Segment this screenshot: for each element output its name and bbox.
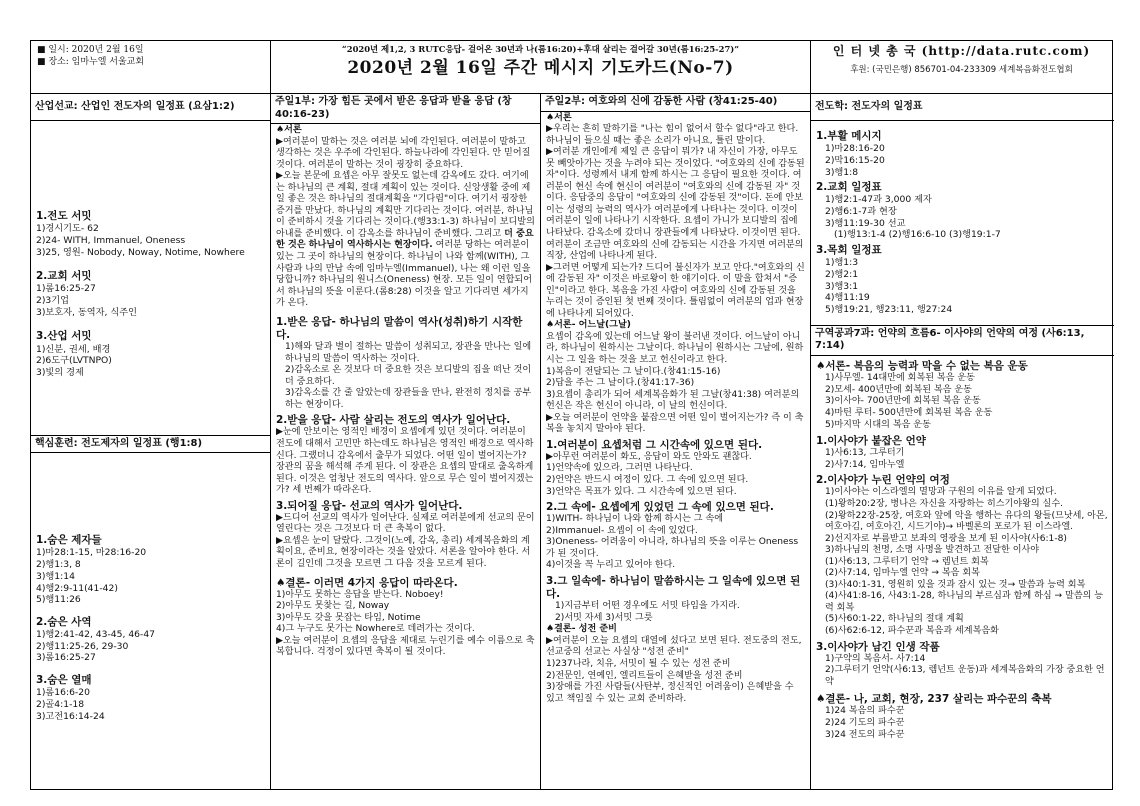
list-item: 1)아무도 못하는 응답을 받는다. Noboey!: [276, 589, 444, 600]
section-heading: 2.숨은 사역: [36, 615, 92, 628]
list-item: ▶요셉은 눈이 달랐다. 그것이(노예, 감옥, 총리) 세계복음화의 계획이요, 준비요, 현장이라는 것을 알았다. 서론을 알아야 한다. 서론이 길인데 그것을 모르면 그 다음 것을 모르게 된다.: [276, 535, 531, 569]
list: [36, 223, 265, 258]
section-heading: 1.숨은 제자들: [36, 534, 102, 547]
list: [276, 590, 535, 659]
list-item: ▶오늘 여러분이 요셉의 응답을 제대로 누린기를 예수 이름으로 축복합니다. 걱정이 있다면 축복이 될 것이다.: [276, 635, 535, 658]
conclusion-heading: ♠결론- 나, 교회, 현장, 237 살리는 파수꾼의 축복: [816, 693, 1052, 706]
intro-heading: ♠서론: [546, 112, 572, 123]
list-item: ▶오늘 여러분이 언약을 붙잡으면 어떤 일이 벌어지는가? 즉 이 축복을 놓치지 말아야 된다.: [546, 412, 804, 435]
list: [816, 257, 1109, 315]
list-item: 1)이사야는 이스라엘의 멸망과 구원의 이유를 알게 되었다.: [825, 487, 1057, 498]
list-item: 3)요셉이 총리가 되어 세계복음화가 된 그날(창41:38) 여러분의 헌신은 작은 헌신이 아니라, 이 날의 헌신이다.: [546, 389, 800, 412]
list-item: 1)구약의 복음서- 사7:14: [825, 653, 926, 664]
list-item: (5)사60:1-22, 하나님의 절대 계획: [825, 614, 964, 625]
list-item: 3)25, 영원- Nobody, Noway, Notime, Nowhere: [36, 246, 245, 258]
list-item: ▶그러면 어떻게 되는가? 드디어 불신자가 보고 안다."여호와의 신에 감동된 자" 이것은 바로왕이 한 얘기이다. 이 말을 합쳐서 "증인"이라고 한다. 복음을 가진 사람이 여호와의 신에 감동된 것을 누리는 것이 증인된 첫 번째 것이다. 틀림없이 여러분의 업과 현장에 나타나게 되어있다.: [546, 262, 805, 319]
list-item: 1)마28:16-20: [825, 143, 885, 155]
list-item: 2)모세- 400년만에 회복된 복음 운동: [825, 384, 972, 395]
column-sunday-first: [271, 94, 541, 789]
list-item: 3)고전16:14-24: [36, 710, 105, 722]
list-item: ▶드디어 선교의 역사가 일어난다. 실제로 여러분에게 선교의 문이 열린다는 것은 그것보다 더 큰 축복이 없다.: [276, 512, 535, 535]
paragraph: ▶여러분이 말하는 것은 여러분 뇌에 각인된다. 여러분이 말하고 생각하는 것은 우주에 각인된다. 하늘나라에 각인된다. 안 믿어질 것이다. 여러분이 말하는 것이 굉장히 중요하다.: [276, 136, 531, 170]
conclusion-heading: ♠결론- 이러면 4가지 응답이 따라온다.: [276, 576, 458, 589]
list-item: 1)사무엘- 14대만에 회복된 복음 운동: [825, 373, 975, 384]
section-heading: 3.숨은 열매: [36, 674, 92, 687]
section-heading: 3.그 일속에- 하나님이 말씀하시는 그 일속에 있으면 된다.: [546, 574, 801, 601]
list-item: 2)행11:25-26, 29-30: [36, 640, 129, 652]
prayer-card: [30, 40, 1113, 790]
cell-lesson-title: 구역공과7과: 언약의 흐름6- 이사야의 언약의 여정 (사6:13, 7:14): [811, 325, 1114, 357]
section-heading: 1.부활 메시지: [816, 130, 882, 142]
list-item: 3)아무도 갖을 못잡는 타임, Notime: [276, 612, 421, 623]
list-item: ▶여러분 개인에게 제일 큰 응답이 뭐가? 내 자신이 가장, 아무도 못 빼앗아가는 것을 누려야 되는 것이었다. "여호와의 신에 감동된 자"이다. 성령께서 내게 함께 하시는 그 응답이 필요한 것이다. 여러분이 현신 속에 현신이 여러분이 "여호와의 신에 감동된 자" 것이다. 응답중의 응답이 "여호와의 신에 감동된 것"이다. 돈에 안보이는 성령의 능력의 역사가 여러분에게 나타나는 것이다. 이것이 여러분이 일에 나타나기 시작한다. 요셉이 가니가 보디발의 집에 나타났다. 감옥소에 갔더니 장관들에게 나타났다. 이것이면 된다. 여러분이 조금만 여호와의 신에 감동되는 시간을 가지면 여러분의 직장, 산업에 나타나게 된다.: [546, 147, 805, 262]
list-item: 4)행11:19: [825, 292, 870, 304]
list-item: 2)선지자로 부름받고 보좌의 영광을 보게 된 이사야(사6:1-8): [825, 533, 1067, 544]
list-item: ▶아무런 여러분이 화도, 응답이 와도 안와도 괜찮다.: [546, 451, 752, 462]
list: [546, 452, 805, 498]
list: [816, 373, 1109, 431]
list-item: 2)골4:1-18: [36, 698, 85, 710]
list-item: 1)복음이 전달되는 그 날이다.(창41:15-16): [546, 366, 721, 377]
column-title: 주일1부: 가장 힘든 곳에서 받은 응답과 받을 응답 (창40:16-23): [271, 94, 540, 124]
list: [36, 547, 265, 605]
list-item: 3)행3:1: [825, 280, 859, 292]
list-item: 4)행2:9-11(41-42): [36, 582, 118, 594]
section-heading: 3.되어질 응답- 선교의 역사가 일어난다.: [276, 499, 463, 512]
place-line: ■ 장소: 임마누엘 서울교회: [37, 57, 145, 68]
list-item: 1)언약속에 있으라, 그러면 나타난다.: [546, 463, 693, 474]
section-heading: 2.받을 응답- 사람 살리는 전도의 역사가 일어난다.: [276, 414, 511, 427]
section-heading: 3.이사야가 남긴 인생 작품: [816, 640, 940, 653]
list-item: (2)사7:14, 임마누엘 언약 → 복음 회복: [825, 568, 980, 579]
list: [546, 636, 805, 705]
list: [816, 487, 1109, 637]
column-sunday-second: [541, 94, 811, 789]
list-item: 3)감옥소를 간 줄 알았는데 장관들을 만나, 완전히 정치를 공부하는 현장이다.: [285, 388, 532, 410]
list-item: 2)언약은 반드시 여정이 있다. 그 속에 있으면 된다.: [546, 475, 749, 486]
list: [36, 629, 265, 664]
list-item: 5)행19:21, 행23:11, 행27:24: [825, 303, 953, 315]
list-item: 4)마틴 루터- 500년만에 회복된 복음 운동: [825, 407, 993, 418]
list-item: 2)감옥소로 온 것보다 더 중요한 것은 보디발의 집을 떠난 것이 더 중요하다.: [285, 365, 532, 387]
list: [276, 342, 535, 411]
column-title: 산업선교: 산업인 전도자의 일정표 (요삼1:2): [31, 94, 270, 121]
list-item: 1)경시기도- 62: [36, 223, 99, 235]
conclusion-heading: ♠결론- 성전 준비: [546, 624, 617, 635]
list-item: 2)사7:14, 임마누엘: [825, 459, 905, 470]
section-heading: 3.산업 서밋: [36, 330, 92, 343]
column-evangelism: [811, 94, 1114, 789]
site-line: 인 터 넷 총 국 (http://data.rutc.com): [832, 44, 1091, 58]
list-item: 3)24 전도의 파수꾼: [825, 729, 905, 740]
list-item: (1)행13:1-4 (2)행16:6-10 (3)행19:1-7: [834, 229, 1001, 241]
list-item: 3)행1:14: [36, 570, 75, 582]
list-item: 1)사6:13, 그루터기: [825, 448, 905, 459]
list-item: 2)6도구(LVTNPO): [36, 355, 112, 367]
list-item: 1)지금부터 어떤 경우에도 서밋 타임을 가지라.: [555, 601, 740, 612]
list-item: ▶우리는 흔히 말하기를 "나는 힘이 없어서 할수 없다"라고 한다. 하나님이 들으실 때는 좋은 소리가 아니요, 틀린 말이다.: [546, 124, 799, 146]
list: [816, 654, 1109, 689]
list-item: 4)그 누구도 못가는 Nowhere로 데려가는 것이다.: [276, 624, 475, 635]
list-item: 1)마28:1-15, 마28:16-20: [36, 547, 147, 559]
list-item: 3)행11:19-30 선교: [825, 217, 906, 229]
list-item: (1)왕하20:2장, 병나은 자신을 자랑하는 히스기야왕의 실수.: [825, 498, 1064, 509]
header: [31, 41, 1112, 94]
section-heading: 2.교회 서밋: [36, 270, 92, 283]
list-item: 3)하나님의 천명, 소명 사명을 발견하고 전달한 이사야: [825, 545, 1040, 556]
list-item: 2)Immanuel- 요셉이 이 속에 있었다.: [546, 525, 698, 536]
list-item: ▶여러분이 오늘 요셉의 대열에 섰다고 보면 된다. 전도중의 전도, 선교중의 선교는 사실상 "성전 준비": [546, 635, 802, 658]
list-item: (2)왕하22장-25장, 여호와 앞에 악을 행하는 유다의 왕들(므낫세, 아몬, 여호아김, 여호아긴, 시드기야)→ 바벨론의 포로가 된 이스라엘.: [825, 510, 1108, 533]
list-item: 3)언약은 목표가 있다. 그 시간속에 있으면 된다.: [546, 486, 737, 497]
list-item: 3)보호자, 동역자, 식주인: [36, 306, 137, 318]
list: [546, 601, 805, 624]
intro-heading: ♠서론: [276, 125, 302, 135]
column-title: 전도학: 전도자의 일정표: [811, 94, 1114, 121]
list-item: 2)행1:3, 8: [36, 559, 81, 571]
section-heading: 2.그 속에- 요셉에게 있었던 그 속에 있으면 된다.: [546, 501, 774, 514]
list: [546, 124, 805, 320]
list-item: 2)막16:15-20: [825, 154, 885, 166]
list: [816, 143, 1109, 178]
list-item: ▶눈에 안보이는 영적인 배경이 요셉에게 있던 것이다. 여러분이 전도에 대해서 고민만 하는데도 하나님은 영적인 배경으로 역사하신다. 그랬더니 감옥에서 출무가 되었다. 어떤 일이 벌어지는가? 장관의 꿈을 해석해 주게 된다. 이 장관은 요셉의 말대로 출옥하게 된다. 이것은 엄청난 전도의 역사다. 앞으로 무슨 일이 벌어지겠는가? 세 번째가 따라온다.: [276, 427, 534, 496]
list-item: 2)전문인, 연예인, 엘리트들이 은혜받을 성전 준비: [546, 670, 743, 681]
section-heading: 1.이사야가 붙잡은 언약: [816, 435, 926, 448]
list-item: 1)WITH- 하나님이 나와 함께 하시는 그 속에: [546, 514, 724, 525]
list-item: 5)마지막 시대의 복음 운동: [825, 419, 931, 430]
header-left: [31, 41, 271, 93]
list-item: 4)이것을 꼭 누리고 있어야 한다.: [546, 560, 676, 571]
list-item: 1)신분, 권세, 배경: [36, 343, 111, 355]
list: [816, 706, 1109, 741]
list-item: 5)행11:26: [36, 594, 81, 606]
section-heading: 1.받은 응답- 하나님의 말씀이 역사(성취)하기 시작한다.: [276, 315, 523, 341]
list-item: 1)237나라, 치유, 서밋이 될 수 있는 성전 준비: [546, 658, 731, 669]
list-item: 3)빛의 경제: [36, 366, 84, 378]
list: [36, 687, 265, 722]
list-item: (3)사40:1-31, 영원히 있을 것과 잠시 있는 것→ 말씀과 능력 회복: [825, 579, 1086, 590]
list-item: 1)24 복음의 파수꾼: [825, 706, 905, 717]
core-training-title: 핵심훈련: 전도제자의 일정표 (행1:8): [31, 435, 270, 454]
list-item: 3)Oneness- 어려움이 아니라, 하나님의 뜻을 이루는 Oneness가 된 것이다.: [546, 537, 799, 559]
list: [816, 448, 1109, 471]
list-item: 2)아무도 못찾는 길, Noway: [276, 601, 390, 612]
list-item: 2)그루터기 언약(사6:13, 렘넌트 운동)과 세계복음화의 가장 중요한 언약: [825, 665, 1105, 687]
list: [276, 427, 535, 496]
list-item: 2)24- WITH, Immanuel, Oneness: [36, 234, 186, 246]
header-center: [271, 41, 811, 93]
list-item: 2)서밋 자세 3)서밋 그릇: [555, 612, 653, 623]
list-item: 3)롬16:25-27: [36, 652, 96, 664]
section-heading: ♠서론- 어느날(그날): [546, 320, 631, 331]
section-heading: 1.여러분이 요셉처럼 그 시간속에 있으면 된다.: [546, 438, 763, 451]
sponsor-line: 후원: (국민은행) 856701-04-233309 세계복음화전도협회: [850, 65, 1073, 76]
list-item: 3)행1:8: [825, 166, 859, 178]
list: [36, 283, 265, 318]
section-heading: 2.교회 일정표: [816, 181, 882, 194]
list-item: 2)행2:1: [825, 268, 859, 280]
list-item: 3)이사야- 700년만에 회복된 복음 운동: [825, 396, 981, 407]
list-item: 1)행2:1-47과 3,000 제자: [825, 194, 932, 206]
section-heading: 1.전도 서밋: [36, 210, 92, 222]
list: [276, 513, 535, 571]
list: [546, 514, 805, 572]
list-item: 2)24 기도의 파수꾼: [825, 717, 905, 728]
list-item: 3)장애를 가진 사람들(사탄부, 정신적인 어려움이) 은혜받을 수 있고 책임질 수 있는 교회 준비하라.: [546, 682, 794, 704]
list-item: 1)해와 달과 별이 절하는 말씀이 성취되고, 장관을 만나는 일에 하나님의 말씀이 역사하는 것이다.: [285, 342, 532, 364]
list: [816, 194, 1109, 229]
list-item: 1)롬16:25-27: [36, 283, 96, 295]
section-heading: 2.이사야가 누린 언약의 여정: [816, 474, 950, 487]
list-item: (1)사6:13, 그루터기 언약 → 렘넌트 회복: [825, 556, 989, 567]
list-item: (6)사62:6-12, 파수꾼과 복음과 세계복음화: [825, 625, 999, 636]
list-item: 2)행6:1-7과 현장: [825, 206, 897, 217]
paragraph: ▶오늘 본문에 요셉은 아무 잘못도 없는데 감옥에도 갔다. 여기에는 하나님의 큰 계획, 절대 계획이 있는 것이다. 신앙생활 중에 제일 좋은 것은 하나님의 절대계획을 "기다림"이다. 여기서 굉장한 증거를 만났다. 하나님의 계획만 기다리는 것이다. 여러분, 하나님이 준비하시 것을 기다리는 것이다.(행33:1-3) 하나님이 보디발의 아내를 준비했다. 이 감옥소를 하나님이 준비했다. 그리고 더 중요한 것은 하나님이 역사하시는 현장이다. 여러분 당하는 여러분이 있는 그 곳이 하나님의 현장이다. 하나님이 나와 함께(WITH), 그 사람과 나의 만남 속에 임마누엘(Immanuel), 나는 왜 이런 일을 당합니까? 하나님의 원니스(Oneness) 현장. 모든 일이 연합되어서 하나님의 뜻을 이룬다.(롬8:28) 이것을 알고 기다리면 세가지가 온다.: [276, 171, 535, 309]
list-item: 요셉이 감옥에 있는데 어느날 왕이 불러낸 것이다. 어느날이 아니라, 하나님이 원하시는 그날이다. 하나님이 원하시는 그날에, 원하시는 그 일을 하는 것을 보고 헌신이라고 한다.: [546, 331, 804, 365]
header-right: [811, 41, 1112, 93]
intro-heading: ♠서론- 복음의 능력과 막을 수 없는 복음 운동: [816, 360, 1028, 373]
list: [546, 332, 805, 436]
list: [36, 344, 265, 379]
column-title: 주일2부: 여호와의 신에 감동한 사람 (창41:25-40): [541, 94, 810, 112]
page-title: 2020년 2월 16일 주간 메시지 기도카드(No-7): [347, 57, 734, 78]
column-industrial-mission: [31, 94, 271, 789]
date-line: ■ 일시: 2020년 2월 16일: [37, 45, 144, 55]
list-item: (4)사41:8-16, 사43:1-28, 하나님의 부르심과 함께 하심 → 말씀의 능력 회복: [825, 591, 1104, 613]
header-subtitle: “2020년 제1,2, 3 RUTC응답- 걸어온 30년과 나(롬16:20)+후대 살리는 걸어갈 30년(롬16:25-27)”: [341, 44, 740, 54]
list-item: 2)3기업: [36, 295, 70, 306]
list-item: 1)행2:41-42, 43-45, 46-47: [36, 629, 156, 641]
section-heading: 3.목회 일정표: [816, 244, 882, 257]
list-item: 1)행1:3: [825, 257, 859, 269]
list-item: 1)롬16:6-20: [36, 687, 90, 699]
list-item: 2)답을 주는 그 날이다.(창41:17-36): [546, 378, 695, 389]
